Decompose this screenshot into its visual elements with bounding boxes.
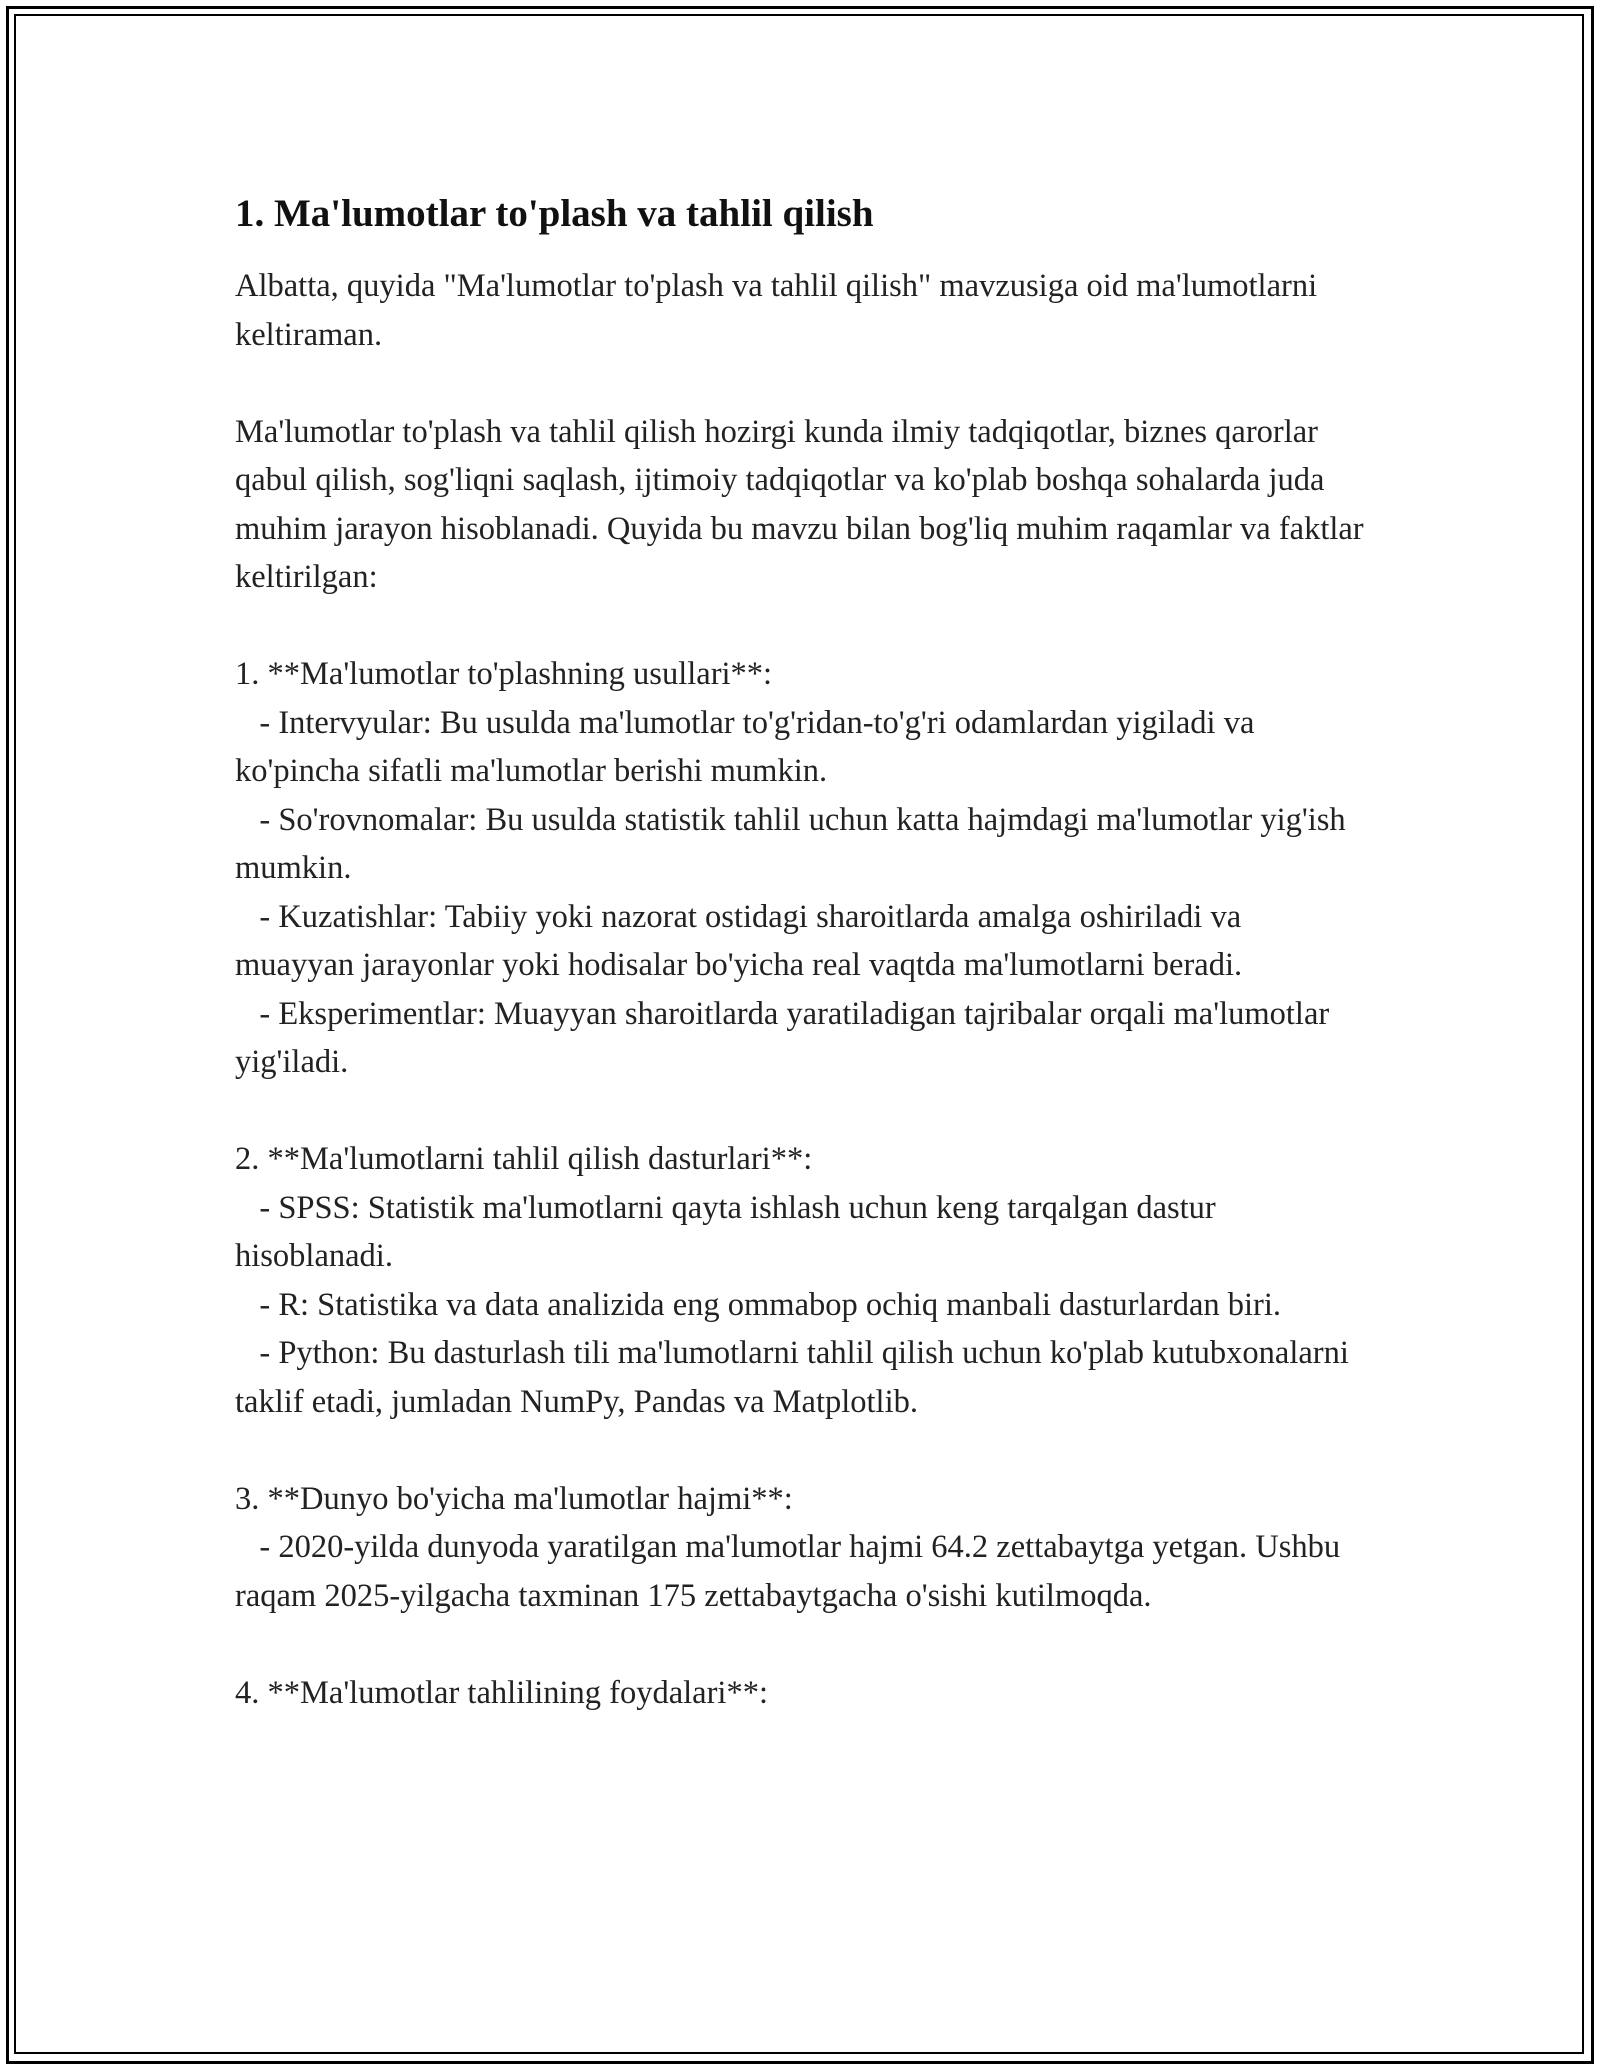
document-title: 1. Ma'lumotlar to'plash va tahlil qilish (235, 192, 874, 235)
document-body: Albatta, quyida "Ma'lumotlar to'plash va tahlil qilish" mavzusiga oid ma'lumotlarni keltiraman. Ma'lumotlar to'plash va tahlil qilish hozirgi kunda ilmiy tadqiqotlar, biznes qarorlar qabul qilish, sog'liqni saqlash, ijtimoiy tadqiqotlar va ko'plab boshqa sohalarda juda muhim jarayon hisoblanadi. Quyida bu mavzu bilan bog'liq muhim raqamlar va faktlar keltirilgan: 1. **Ma'lumotlar to'plashning usullari**: - Intervyular: Bu usulda ma'lumotlar to'g'ridan-to'g'ri odamlardan yigiladi va ko'pincha sifatli ma'lumotlar berishi mumkin. - So'rovnomalar: Bu usulda statistik tahlil uchun katta hajmdagi ma'lumotlar yig'ish mumkin. - Kuzatishlar: Tabiiy yoki nazorat ostidagi sharoitlarda amalga oshiriladi va muayyan jarayonlar yoki hodisalar bo'yicha real vaqtda ma'lumotlarni beradi. - Eksperimentlar: Muayyan sharoitlarda yaratiladigan tajribalar orqali ma'lumotlar yig'iladi. 2. **Ma'lumotlarni tahlil qilish dasturlari**: - SPSS: Statistik ma'lumotlarni qayta ishlash uchun keng tarqalgan dastur hisoblanadi. - R: Statistika va data analizida eng ommabop ochiq manbali dasturlardan biri. - Python: Bu dasturlash tili ma'lumotlarni tahlil qilish uchun ko'plab kutubxonalarni taklif etadi, jumladan NumPy, Pandas va Matplotlib. 3. **Dunyo bo'yicha ma'lumotlar hajmi**: - 2020-yilda dunyoda yaratilgan ma'lumotlar hajmi 64.2 zettabaytga yetgan. Ushbu raqam 2025-yilgacha taxminan 175 zettabaytgacha o'sishi kutilmoqda. 4. **Ma'lumotlar tahlilining foydalari**: (235, 268, 1364, 1711)
document-content (235, 186, 1365, 1717)
